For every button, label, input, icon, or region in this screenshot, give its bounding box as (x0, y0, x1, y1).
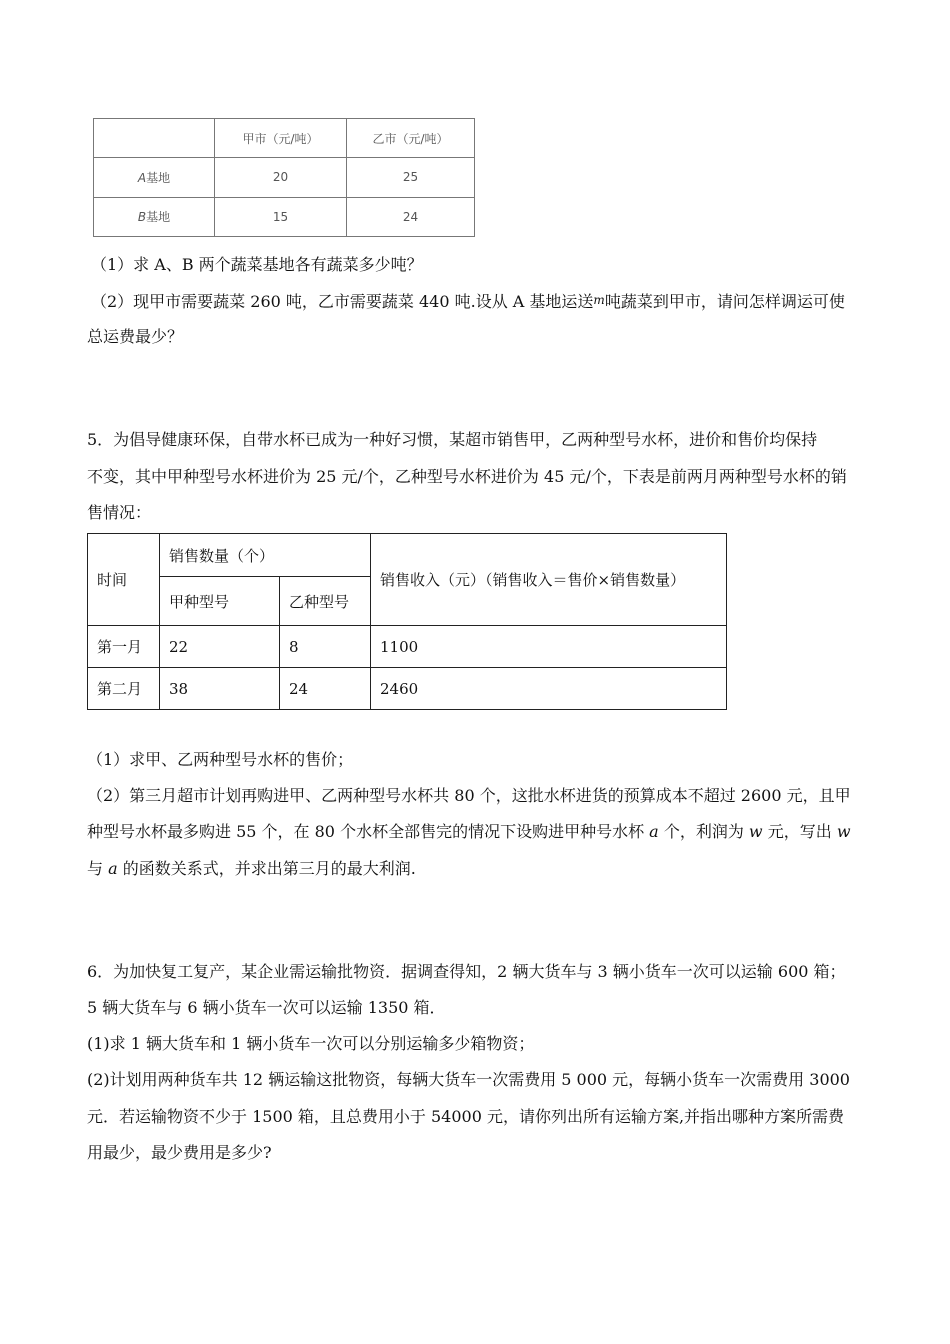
q6-part2-line3: 用最少，最少费用是多少? (87, 1143, 272, 1162)
q6-part2-line1: (2)计划用两种货车共 12 辆运输这批物资，每辆大货车一次需费用 5 000 元，每辆小货车一次需费用 3000 (87, 1070, 850, 1089)
q5-part2-line1: （2）第三月超市计划再购进甲、乙两种型号水杯共 80 个，这批水杯进货的预算成本不超过 2600 元，且甲 (87, 786, 851, 805)
table-header-cell: 乙市（元/吨） (347, 119, 475, 158)
q6-stem-line1: 6．为加快复工复产，某企业需运输批物资．据调查得知，2 辆大货车与 3 辆小货车一次可以运输 600 箱； (87, 962, 846, 981)
sales-table (87, 533, 727, 710)
q5-stem-line2: 不变，其中甲种型号水杯进价为 25 元/个，乙种型号水杯进价为 45 元/个，下表是前两月两种型号水杯的销 (87, 467, 847, 486)
q6-part2-line2: 元．若运输物资不少于 1500 箱，且总费用小于 54000 元，请你列出所有运输方案,并指出哪种方案所需费 (87, 1107, 845, 1126)
q6-stem-line2: 5 辆大货车与 6 辆小货车一次可以运输 1350 箱． (87, 998, 446, 1017)
table-cell: 15 (215, 197, 347, 236)
q5-part1: （1）求甲、乙两种型号水杯的售价； (87, 750, 354, 769)
table-cell: 20 (215, 158, 347, 197)
table-row (88, 668, 727, 710)
q5-stem-line1: 5．为倡导健康环保，自带水杯已成为一种好习惯，某超市销售甲，乙两种型号水杯，进价和售价均保持 (87, 430, 818, 449)
q5-part2-line2: 种型号水杯最多购进 55 个，在 80 个水杯全部售完的情况下设购进甲种号水杯 a 个，利润为 w 元，写出 w (87, 822, 851, 841)
table-row-label: A基地 (94, 158, 215, 197)
freight-cost-table (93, 118, 475, 237)
table-cell: 第一月 (88, 626, 160, 668)
table-cell: 2460 (371, 668, 727, 710)
q4-part2-line1: （2）现甲市需要蔬菜 260 吨，乙市需要蔬菜 440 吨.设从 A 基地运送m吨蔬菜到甲市，请问怎样调运可使 (91, 292, 845, 311)
table-header-cell: 时间 (88, 534, 160, 626)
table-cell: 25 (347, 158, 475, 197)
table-row (88, 626, 727, 668)
table-row (94, 197, 475, 236)
table-cell: 第二月 (88, 668, 160, 710)
table-cell: 38 (160, 668, 280, 710)
table-cell: 22 (160, 626, 280, 668)
table-header-cell: 销售收入（元）（销售收入＝售价×销售数量） (371, 534, 727, 626)
table-header-cell: 销售数量（个） (160, 534, 371, 577)
table-cell: 24 (347, 197, 475, 236)
table-header-row (94, 119, 475, 158)
table-header-cell: 甲种型号 (160, 577, 280, 626)
q4-part1: （1）求 A、B 两个蔬菜基地各有蔬菜多少吨？ (91, 255, 423, 274)
table-header-row (88, 534, 727, 577)
table-header-cell (94, 119, 215, 158)
table-header-cell: 乙种型号 (280, 577, 371, 626)
table-cell: 24 (280, 668, 371, 710)
q4-part2-line2: 总运费最少？ (87, 327, 184, 346)
table-row-label: B基地 (94, 197, 215, 236)
table-cell: 8 (280, 626, 371, 668)
q6-part1: (1)求 1 辆大货车和 1 辆小货车一次可以分别运输多少箱物资； (87, 1034, 535, 1053)
table-cell: 1100 (371, 626, 727, 668)
table-header-cell: 甲市（元/吨） (215, 119, 347, 158)
q5-part2-line3: 与 a 的函数关系式，并求出第三月的最大利润. (87, 859, 416, 878)
table-row (94, 158, 475, 197)
q5-stem-line3: 售情况： (87, 503, 152, 522)
